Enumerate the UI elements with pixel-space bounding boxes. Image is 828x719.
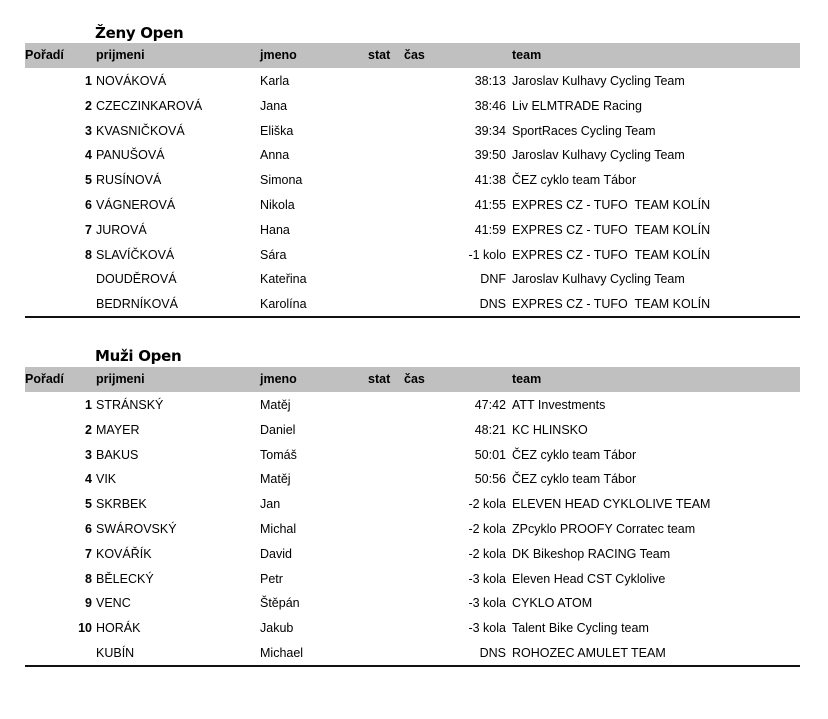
header-firstname: jmeno [260,372,297,386]
team-cell: Talent Bike Cycling team [512,621,649,636]
rank-cell: 3 [85,447,92,462]
surname-cell: SLAVÍČKOVÁ [96,247,175,262]
header-rank: Pořadí [25,48,64,62]
firstname-cell: Matěj [260,472,291,487]
table-row [0,492,828,517]
firstname-cell: Matěj [260,398,291,412]
firstname-cell: Simona [260,173,303,188]
time-cell: 39:34 [474,123,506,138]
team-cell: EXPRES CZ - TUFO TEAM KOLÍN [512,297,711,312]
rank-cell: 2 [85,98,92,113]
table-row [0,517,828,542]
firstname-cell: Anna [260,148,290,163]
table-row [0,168,828,193]
surname-cell: RUSÍNOVÁ [96,173,162,188]
surname-cell: BAKUS [96,447,139,462]
team-cell: Eleven Head CST Cyklolive [512,571,666,586]
firstname-cell: Nikola [260,198,295,212]
surname-cell: VÁGNEROVÁ [96,198,176,212]
table-row [0,143,828,168]
rank-cell: 6 [85,198,92,212]
surname-cell: VENC [96,596,131,611]
header-stat: stat [368,372,391,386]
section-title: Ženy Open [95,24,184,42]
time-cell: -3 kola [468,571,506,586]
rank-cell: 10 [78,621,92,636]
surname-cell: HORÁK [96,621,141,636]
time-cell: -2 kola [468,546,506,561]
firstname-cell: David [260,546,292,561]
header-time: čas [404,48,425,62]
team-cell: KC HLINSKO [512,422,588,437]
surname-cell: KVASNIČKOVÁ [96,123,185,138]
rank-cell: 6 [85,522,92,536]
time-cell: 41:55 [474,198,506,212]
table-row [0,393,828,418]
header-time: čas [404,372,425,386]
time-cell: -2 kola [468,522,506,536]
table-row [0,443,828,468]
table-row [0,69,828,94]
surname-cell: NOVÁKOVÁ [96,74,167,88]
team-cell: ELEVEN HEAD CYKLOLIVE TEAM [512,497,711,512]
surname-cell: CZECZINKAROVÁ [96,98,203,113]
team-cell: Jaroslav Kulhavy Cycling Team [512,272,685,287]
table-header [25,43,800,68]
firstname-cell: Hana [260,222,290,237]
header-stat: stat [368,48,391,62]
table-row [0,591,828,616]
time-cell: DNS [479,646,506,660]
surname-cell: SKRBEK [96,497,147,512]
firstname-cell: Sára [260,247,287,262]
rank-cell: 1 [85,74,92,88]
team-cell: ATT Investments [512,398,606,412]
table-row [0,243,828,268]
team-cell: CYKLO ATOM [512,596,593,611]
table-row [0,567,828,592]
firstname-cell: Karla [260,74,290,88]
time-cell: -3 kola [468,621,506,636]
firstname-cell: Jan [260,497,281,512]
table-header [25,367,800,392]
firstname-cell: Karolína [260,297,307,312]
surname-cell: KOVÁŘÍK [96,546,152,561]
team-cell: DK Bikeshop RACING Team [512,546,671,561]
team-cell: Jaroslav Kulhavy Cycling Team [512,148,685,163]
section-title: Muži Open [95,347,182,365]
firstname-cell: Eliška [260,123,294,138]
rank-cell: 8 [85,571,92,586]
team-cell: ČEZ cyklo team Tábor [512,173,637,188]
time-cell: -3 kola [468,596,506,611]
rank-cell: 2 [85,422,92,437]
rank-cell: 8 [85,247,92,262]
rank-cell: 9 [85,596,92,611]
time-cell: 50:01 [474,447,506,462]
section-bottom-rule [25,665,800,667]
surname-cell: BEDRNÍKOVÁ [96,297,178,312]
rank-cell: 7 [85,546,92,561]
time-cell: 41:38 [474,173,506,188]
team-cell: SportRaces Cycling Team [512,123,656,138]
team-cell: ČEZ cyklo team Tábor [512,472,637,487]
table-row [0,641,828,666]
firstname-cell: Michael [260,646,304,660]
time-cell: 41:59 [474,222,506,237]
team-cell: ROHOZEC AMULET TEAM [512,646,666,660]
surname-cell: VIK [96,472,117,487]
rank-cell: 5 [85,173,92,188]
table-row [0,467,828,492]
header-surname: prijmeni [96,48,145,62]
firstname-cell: Daniel [260,422,296,437]
surname-cell: MAYER [96,422,140,437]
table-row [0,267,828,292]
section-bottom-rule [25,316,800,318]
firstname-cell: Tomáš [260,447,297,462]
surname-cell: JUROVÁ [96,222,147,237]
header-surname: prijmeni [96,372,145,386]
team-cell: ZPcyklo PROOFY Corratec team [512,522,696,536]
surname-cell: DOUDĚROVÁ [96,272,177,287]
table-row [0,94,828,119]
rank-cell: 1 [85,398,92,412]
rank-cell: 5 [85,497,92,512]
team-cell: EXPRES CZ - TUFO TEAM KOLÍN [512,198,711,212]
team-cell: Liv ELMTRADE Racing [512,98,642,113]
team-cell: Jaroslav Kulhavy Cycling Team [512,74,685,88]
header-firstname: jmeno [260,48,297,62]
table-row [0,119,828,144]
surname-cell: SWÁROVSKÝ [96,522,177,536]
time-cell: DNF [480,272,506,287]
rank-cell: 4 [85,472,92,487]
time-cell: 50:56 [474,472,506,487]
surname-cell: STRÁNSKÝ [96,398,164,412]
table-row [0,292,828,317]
time-cell: 39:50 [474,148,506,163]
time-cell: 38:13 [474,74,506,88]
table-row [0,542,828,567]
time-cell: 47:42 [474,398,506,412]
table-row [0,418,828,443]
time-cell: 48:21 [474,422,506,437]
table-row [0,193,828,218]
firstname-cell: Michal [260,522,297,536]
rank-cell: 4 [85,148,92,163]
table-row [0,616,828,641]
table-row [0,218,828,243]
firstname-cell: Jakub [260,621,294,636]
surname-cell: PANUŠOVÁ [96,148,165,163]
surname-cell: BĚLECKÝ [96,571,154,586]
rank-cell: 7 [85,222,92,237]
header-team: team [512,372,542,386]
time-cell: -1 kolo [468,247,506,262]
time-cell: DNS [479,297,506,312]
firstname-cell: Kateřina [260,272,307,287]
header-team: team [512,48,542,62]
firstname-cell: Jana [260,98,288,113]
firstname-cell: Štěpán [260,596,300,611]
header-rank: Pořadí [25,372,64,386]
team-cell: EXPRES CZ - TUFO TEAM KOLÍN [512,222,711,237]
team-cell: ČEZ cyklo team Tábor [512,447,637,462]
time-cell: -2 kola [468,497,506,512]
team-cell: EXPRES CZ - TUFO TEAM KOLÍN [512,247,711,262]
surname-cell: KUBÍN [96,646,135,660]
rank-cell: 3 [85,123,92,138]
time-cell: 38:46 [474,98,506,113]
firstname-cell: Petr [260,571,283,586]
